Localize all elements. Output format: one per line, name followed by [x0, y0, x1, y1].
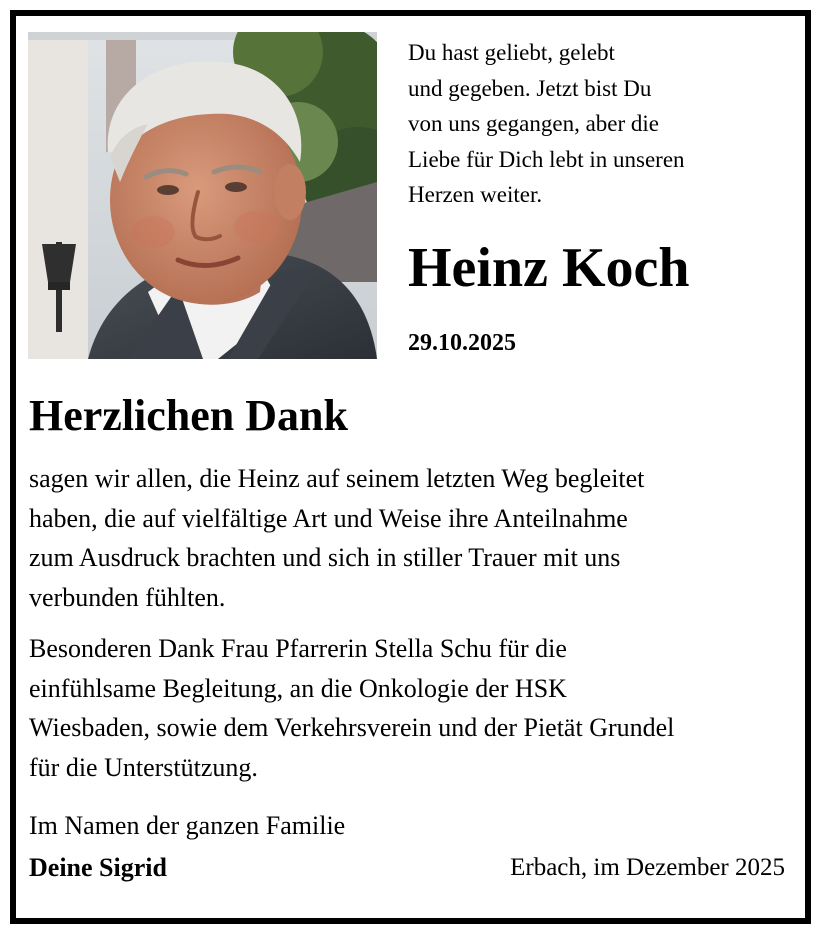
poem-line: Herzen weiter. — [408, 182, 543, 207]
family-line: Im Namen der ganzen Familie — [29, 811, 346, 840]
poem-line: und gegeben. Jetzt bist Du — [408, 75, 652, 101]
memorial-poem — [408, 35, 788, 213]
portrait-photo — [28, 32, 377, 359]
paragraph-line: Wiesbaden, sowie dem Verkehrsverein und der Pietät Grundel — [29, 713, 675, 742]
poem-line: von uns gegangen, aber die — [408, 111, 660, 136]
deceased-name: Heinz Koch — [408, 237, 690, 299]
special-thanks-paragraph — [29, 629, 799, 787]
portrait-illustration — [28, 32, 377, 359]
signature: Deine Sigrid — [29, 853, 167, 882]
death-date: 29.10.2025 — [408, 330, 516, 356]
paragraph-line: Besonderen Dank Frau Pfarrerin Stella Schu für die — [29, 634, 567, 663]
paragraph-line: für die Unterstützung. — [29, 752, 258, 782]
place-date: Erbach, im Dezember 2025 — [510, 854, 785, 881]
poem-line: Liebe für Dich lebt in unseren — [408, 146, 685, 172]
paragraph-line: haben, die auf vielfältige Art und Weise ihre Anteilnahme — [29, 503, 628, 533]
paragraph-line: einfühlsame Begleitung, an die Onkologie der HSK — [29, 673, 567, 703]
thanks-heading: Herzlichen Dank — [29, 391, 348, 440]
thanks-paragraph — [29, 459, 799, 617]
paragraph-line: sagen wir allen, die Heinz auf seinem letzten Weg begleitet — [29, 464, 645, 493]
poem-line: Du hast geliebt, gelebt — [408, 40, 615, 65]
paragraph-line: verbunden fühlten. — [29, 582, 226, 612]
paragraph-line: zum Ausdruck brachten und sich in stiller Trauer mit uns — [29, 543, 621, 572]
